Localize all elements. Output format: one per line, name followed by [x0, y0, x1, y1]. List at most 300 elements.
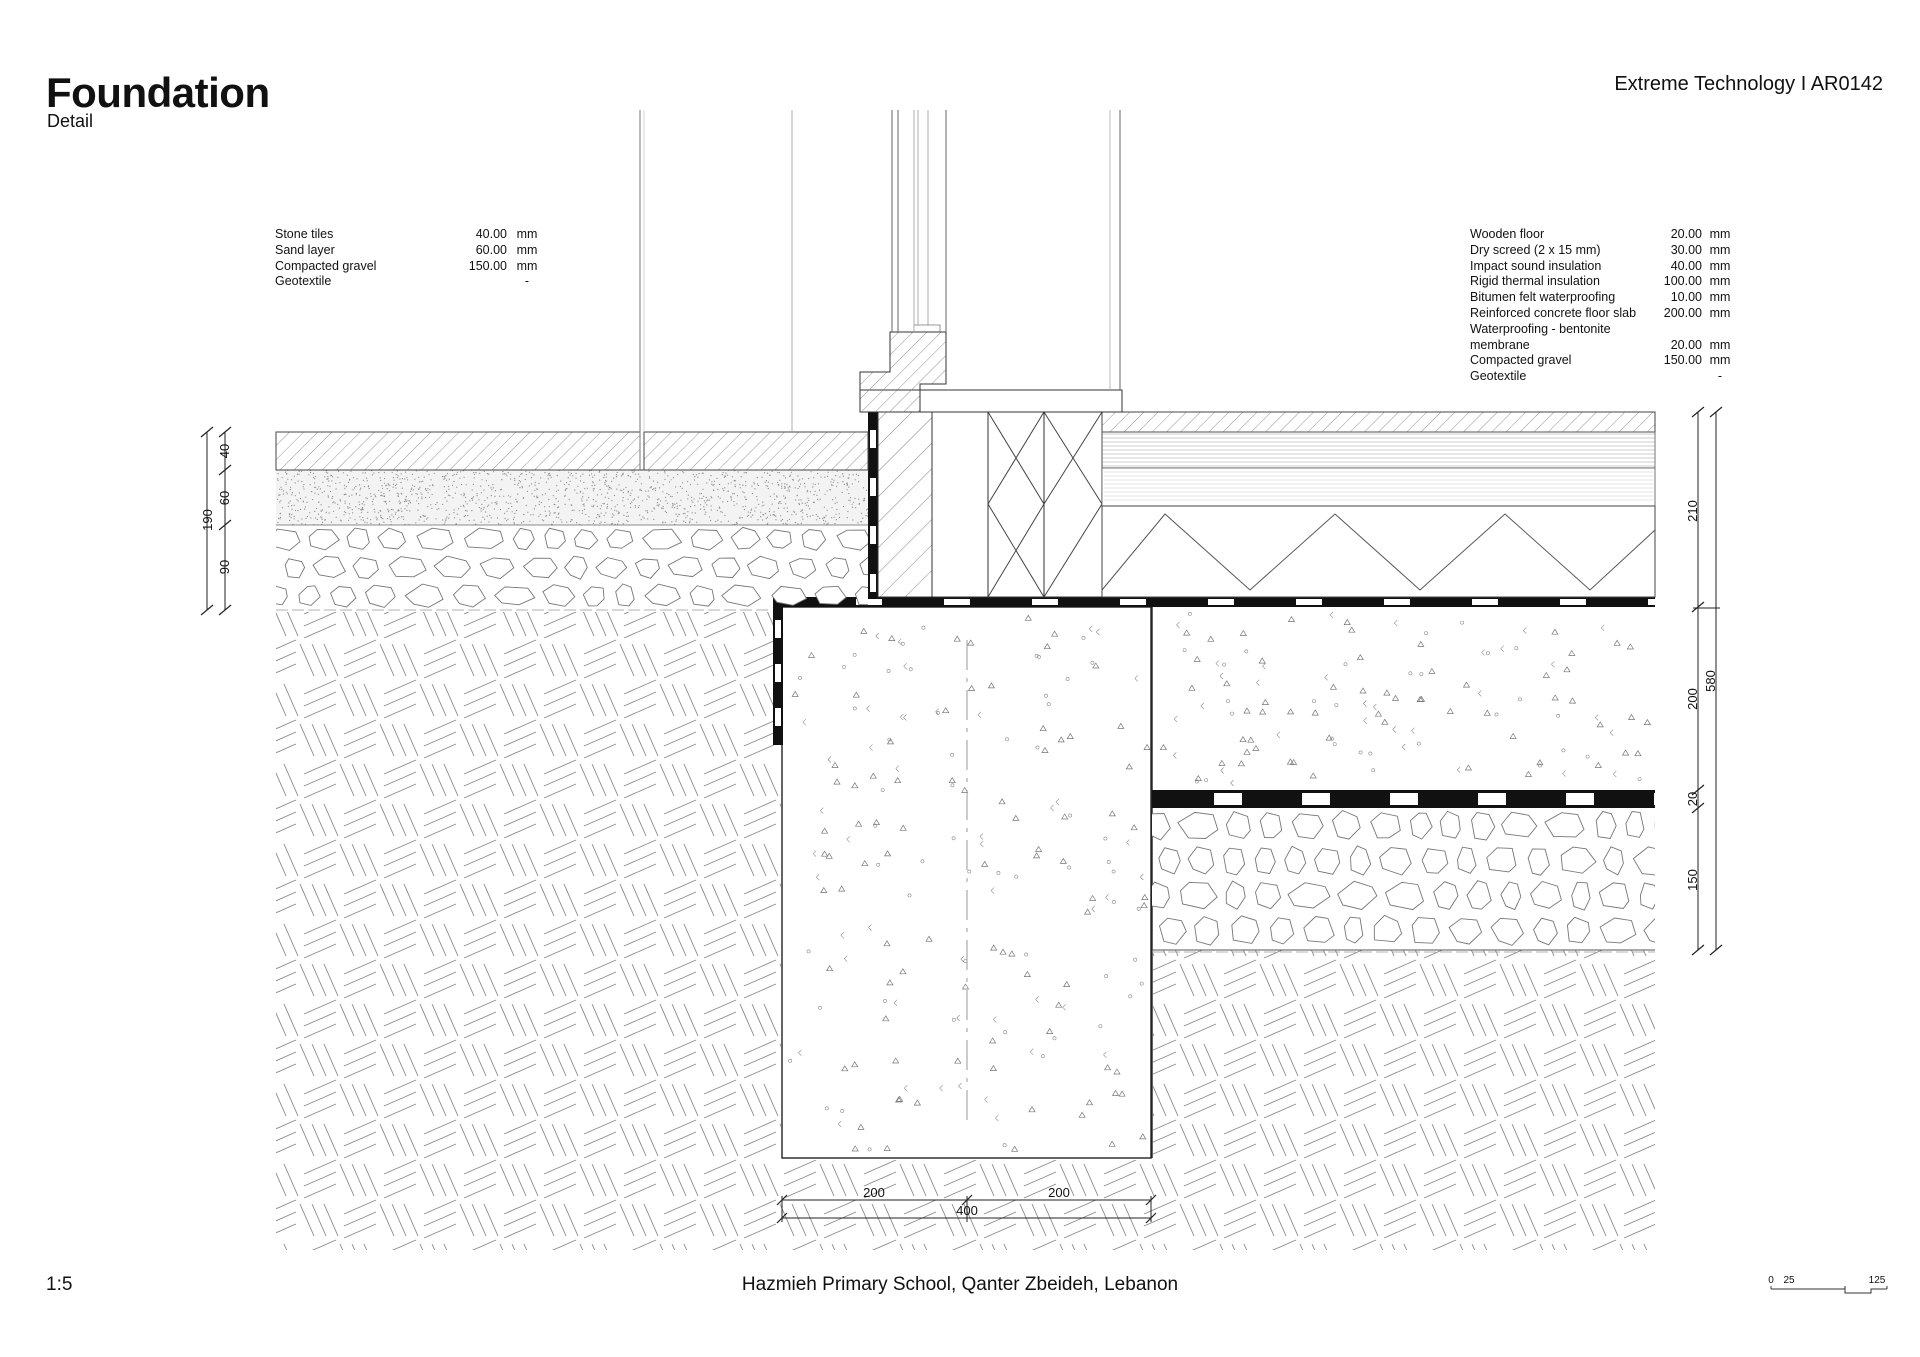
sand-grain — [697, 484, 698, 485]
sand-grain — [826, 524, 827, 525]
soil-hatch-line — [424, 732, 456, 746]
sand-grain — [611, 488, 612, 489]
sand-grain — [837, 482, 838, 483]
sand-grain — [660, 500, 661, 501]
soil-hatch-line — [604, 1244, 618, 1276]
sand-grain — [299, 471, 300, 472]
sand-grain — [367, 498, 368, 499]
soil-hatch-line — [344, 904, 376, 918]
sand-grain — [677, 506, 678, 507]
soil-hatch-line — [704, 1000, 736, 1014]
sand-grain — [822, 518, 823, 519]
sand-grain — [446, 480, 447, 481]
sand-grain — [828, 472, 829, 473]
soil-hatch-line — [460, 964, 474, 996]
sand-grain — [571, 473, 572, 474]
sand-grain — [843, 476, 844, 477]
sand-grain — [762, 505, 763, 506]
sand-grain — [834, 523, 835, 524]
legend-layer-unit: mm — [1709, 353, 1731, 368]
sand-grain — [529, 472, 530, 473]
sand-grain — [391, 521, 392, 522]
soil-hatch-line — [1620, 1084, 1634, 1116]
soil-hatch-line — [1264, 1000, 1296, 1014]
soil-hatch-line — [284, 604, 298, 636]
sand-grain — [380, 517, 381, 518]
soil-hatch-line — [312, 804, 326, 836]
sand-grain — [623, 492, 624, 493]
sand-grain — [816, 495, 817, 496]
sand-grain — [687, 511, 688, 512]
soil-hatch-line — [1552, 1244, 1566, 1276]
sand-grain — [473, 484, 474, 485]
soil-hatch-line — [304, 1080, 336, 1094]
soil-hatch-line — [1584, 1160, 1616, 1174]
sand-grain — [832, 499, 833, 500]
sand-grain — [427, 506, 428, 507]
soil-hatch-line — [300, 1124, 314, 1156]
soil-hatch-line — [504, 720, 536, 734]
sand-grain — [806, 514, 807, 515]
gravel-stone — [1572, 882, 1590, 910]
soil-hatch-line — [700, 1204, 714, 1236]
sand-grain — [699, 493, 700, 494]
legend-layer-unit: mm — [516, 227, 538, 241]
soil-hatch-line — [504, 640, 536, 654]
soil-hatch-line — [424, 1224, 456, 1238]
sand-grain — [351, 495, 352, 496]
sand-grain — [758, 485, 759, 486]
soil-hatch-line — [264, 652, 296, 666]
sand-grain — [778, 508, 779, 509]
sand-grain — [348, 482, 349, 483]
soil-hatch-line — [544, 772, 576, 786]
soil-hatch-line — [1580, 1044, 1594, 1076]
soil-hatch-line — [1584, 1252, 1616, 1266]
soil-hatch-line — [744, 812, 776, 826]
sand-grain — [291, 514, 292, 515]
soil-hatch-line — [1464, 1052, 1496, 1066]
soil-hatch-line — [1500, 1204, 1514, 1236]
sand-grain — [762, 514, 763, 515]
sand-grain — [751, 516, 752, 517]
soil-hatch-line — [1184, 1000, 1216, 1014]
sand-grain — [409, 500, 410, 501]
sand-grain — [349, 479, 350, 480]
sand-grain — [384, 501, 385, 502]
sand-grain — [488, 485, 489, 486]
sand-grain — [835, 514, 836, 515]
sand-grain — [558, 501, 559, 502]
soil-hatch-line — [1664, 840, 1696, 854]
soil-hatch-line — [584, 1144, 616, 1158]
sand-grain — [387, 509, 388, 510]
soil-hatch-line — [712, 884, 726, 916]
sand-grain — [648, 490, 649, 491]
soil-hatch-line — [564, 964, 578, 996]
sand-grain — [569, 499, 570, 500]
sand-grain — [544, 506, 545, 507]
sand-grain — [808, 500, 809, 501]
sand-grain — [570, 481, 571, 482]
soil-hatch-line — [1684, 644, 1698, 676]
soil-hatch-line — [504, 1200, 536, 1214]
sand-grain — [785, 503, 786, 504]
sand-grain — [843, 506, 844, 507]
sand-grain — [777, 482, 778, 483]
sand-grain — [797, 523, 798, 524]
soil-hatch-line — [564, 644, 578, 676]
soil-hatch-line — [324, 804, 338, 836]
soil-hatch-line — [1404, 1004, 1418, 1036]
gravel-stone — [583, 587, 604, 606]
sand-grain — [484, 519, 485, 520]
sand-grain — [356, 523, 357, 524]
soil-hatch-line — [624, 612, 656, 626]
soil-hatch-line — [1660, 724, 1674, 756]
sand-grain — [496, 501, 497, 502]
soil-hatch-line — [304, 944, 336, 958]
sand-grain — [802, 509, 803, 510]
soil-hatch-line — [1364, 964, 1378, 996]
soil-hatch-line — [752, 764, 766, 796]
soil-hatch-line — [1660, 884, 1674, 916]
sand-grain — [464, 494, 465, 495]
soil-hatch-line — [272, 1084, 286, 1116]
soil-hatch-line — [1504, 1184, 1536, 1198]
sand-grain — [464, 516, 465, 517]
soil-hatch-line — [424, 1200, 456, 1214]
soil-hatch-line — [1304, 1040, 1336, 1054]
sand-grain — [647, 512, 648, 513]
sand-grain — [793, 480, 794, 481]
soil-hatch-line — [1460, 1244, 1474, 1276]
soil-hatch-line — [352, 604, 366, 636]
soil-hatch-line — [744, 1120, 776, 1134]
soil-hatch-line — [632, 644, 646, 676]
sand-grain — [677, 516, 678, 517]
sand-grain — [372, 474, 373, 475]
sand-grain — [277, 480, 278, 481]
sand-grain — [389, 485, 390, 486]
sand-grain — [291, 494, 292, 495]
sand-grain — [449, 495, 450, 496]
sand-grain — [810, 516, 811, 517]
soil-hatch-line — [1464, 984, 1496, 998]
soil-hatch-line — [1464, 1144, 1496, 1158]
sand-grain — [687, 515, 688, 516]
soil-hatch-line — [304, 784, 336, 798]
legend-layer-unit: mm — [1709, 290, 1731, 305]
sand-grain — [290, 487, 291, 488]
sand-grain — [815, 491, 816, 492]
sand-grain — [866, 509, 867, 510]
sand-grain — [766, 518, 767, 519]
sand-grain — [480, 486, 481, 487]
sand-grain — [280, 500, 281, 501]
soil-hatch-line — [660, 604, 674, 636]
sand-grain — [416, 500, 417, 501]
sand-grain — [626, 516, 627, 517]
soil-hatch-line — [1672, 1204, 1686, 1236]
soil-hatch-line — [1300, 1084, 1314, 1116]
sand-grain — [811, 471, 812, 472]
sand-grain — [694, 479, 695, 480]
sand-grain — [378, 472, 379, 473]
sand-grain — [466, 484, 467, 485]
sand-grain — [739, 517, 740, 518]
legend-layer-thickness: 10.00 — [1670, 290, 1702, 305]
sand-grain — [859, 503, 860, 504]
soil-hatch-line — [724, 644, 738, 676]
sand-grain — [754, 488, 755, 489]
soil-hatch-line — [544, 1012, 576, 1026]
sand-grain — [663, 508, 664, 509]
sand-grain — [487, 473, 488, 474]
sand-grain — [305, 518, 306, 519]
sand-grain — [747, 516, 748, 517]
soil-hatch-line — [784, 1172, 816, 1186]
soil-hatch-line — [420, 1004, 434, 1036]
soil-hatch-line — [424, 904, 456, 918]
drawing-subtitle: Detail — [47, 111, 94, 131]
soil-hatch-line — [944, 1160, 976, 1174]
soil-hatch-line — [384, 1252, 416, 1266]
gravel-stone — [353, 558, 378, 579]
sand-grain — [827, 510, 828, 511]
soil-hatch-line — [1472, 1164, 1486, 1196]
soil-hatch-line — [420, 924, 434, 956]
soil-hatch-line — [264, 1212, 296, 1226]
soil-hatch-line — [384, 680, 416, 694]
sand-grain — [796, 514, 797, 515]
soil-hatch-line — [664, 732, 696, 746]
soil-hatch-line — [704, 1252, 736, 1266]
sand-grain — [624, 505, 625, 506]
sand-grain — [410, 491, 411, 492]
sand-grain — [453, 512, 454, 513]
sand-grain — [744, 472, 745, 473]
dim-footing-total: 400 — [956, 1203, 978, 1218]
sand-grain — [606, 481, 607, 482]
sand-grain — [442, 504, 443, 505]
gravel-stone — [331, 587, 356, 608]
sand-grain — [618, 521, 619, 522]
sand-grain — [297, 510, 298, 511]
sand-grain — [456, 474, 457, 475]
gravel-stone — [747, 556, 778, 578]
sand-grain — [289, 516, 290, 517]
soil-hatch-line — [704, 1080, 736, 1094]
soil-hatch-line — [1104, 1172, 1136, 1186]
sand-grain — [313, 473, 314, 474]
sand-grain — [389, 501, 390, 502]
sand-grain — [504, 513, 505, 514]
sand-grain — [415, 522, 416, 523]
sand-grain — [642, 500, 643, 501]
soil-hatch-line — [1580, 964, 1594, 996]
soil-hatch-line — [1004, 1164, 1018, 1196]
soil-hatch-line — [1484, 1164, 1498, 1196]
sand-grain — [669, 481, 670, 482]
sand-grain — [497, 517, 498, 518]
membrane-gap — [1478, 793, 1506, 805]
sand-grain — [593, 506, 594, 507]
sand-grain — [591, 473, 592, 474]
sand-grain — [593, 523, 594, 524]
soil-hatch-line — [1444, 1124, 1458, 1156]
soil-hatch-line — [1660, 644, 1674, 676]
gravel-stone — [1655, 813, 1672, 841]
sand-grain — [754, 510, 755, 511]
soil-hatch-line — [660, 684, 674, 716]
soil-hatch-line — [1464, 1064, 1496, 1078]
soil-hatch-line — [684, 604, 698, 636]
sand-grain — [674, 504, 675, 505]
sand-grain — [501, 479, 502, 480]
soil-hatch-line — [384, 612, 416, 626]
sand-grain — [549, 511, 550, 512]
sand-grain — [781, 486, 782, 487]
soil-hatch-line — [424, 972, 456, 986]
sand-grain — [622, 500, 623, 501]
sand-grain — [736, 522, 737, 523]
soil-hatch-line — [424, 812, 456, 826]
sand-grain — [760, 516, 761, 517]
gravel-stone — [271, 586, 288, 605]
sand-grain — [280, 513, 281, 514]
sand-grain — [353, 477, 354, 478]
sand-grain — [347, 475, 348, 476]
sand-grain — [572, 475, 573, 476]
soil-hatch-line — [552, 804, 566, 836]
sand-grain — [337, 477, 338, 478]
sand-grain — [757, 519, 758, 520]
soil-hatch-line — [1672, 724, 1686, 756]
soil-hatch-line — [304, 1104, 336, 1118]
sand-grain — [322, 492, 323, 493]
sand-grain — [673, 504, 674, 505]
sand-grain — [473, 472, 474, 473]
sand-grain — [505, 474, 506, 475]
sand-grain — [621, 490, 622, 491]
sand-grain — [288, 502, 289, 503]
waterproofing-gap — [870, 430, 876, 448]
sand-grain — [613, 478, 614, 479]
sand-grain — [376, 519, 377, 520]
sand-grain — [583, 493, 584, 494]
sand-grain — [755, 507, 756, 508]
soil-hatch-line — [504, 652, 536, 666]
soil-hatch-line — [524, 764, 538, 796]
soil-hatch-line — [504, 664, 536, 678]
sand-grain — [291, 517, 292, 518]
sand-grain — [421, 496, 422, 497]
sand-grain — [582, 510, 583, 511]
sand-grain — [652, 489, 653, 490]
soil-hatch-line — [1504, 1080, 1536, 1094]
sand-grain — [808, 505, 809, 506]
sand-grain — [780, 503, 781, 504]
sand-grain — [666, 512, 667, 513]
gravel-stone — [1260, 813, 1282, 838]
sand-grain — [418, 503, 419, 504]
sand-grain — [391, 509, 392, 510]
soil-hatch-line — [404, 964, 418, 996]
sand-grain — [512, 511, 513, 512]
sand-grain — [582, 496, 583, 497]
sand-grain — [691, 497, 692, 498]
soil-hatch-line — [424, 744, 456, 758]
soil-hatch-line — [544, 1252, 576, 1266]
soil-hatch-line — [584, 1052, 616, 1066]
sand-grain — [651, 486, 652, 487]
sand-grain — [316, 508, 317, 509]
soil-hatch-line — [704, 772, 736, 786]
soil-hatch-line — [1260, 1204, 1274, 1236]
sand-grain — [372, 501, 373, 502]
soil-hatch-line — [504, 904, 536, 918]
soil-hatch-line — [752, 844, 766, 876]
soil-hatch-line — [820, 1244, 834, 1276]
soil-hatch-line — [1424, 1172, 1456, 1186]
gravel-stone — [565, 556, 588, 579]
soil-hatch-line — [1204, 964, 1218, 996]
sand-grain — [398, 517, 399, 518]
sand-grain — [618, 513, 619, 514]
sand-grain — [848, 493, 849, 494]
soil-hatch-line — [1684, 724, 1698, 756]
soil-hatch-line — [1432, 1204, 1446, 1236]
soil-hatch-line — [1564, 1004, 1578, 1036]
sand-grain — [475, 472, 476, 473]
sand-grain — [866, 490, 867, 491]
soil-hatch-line — [1304, 1052, 1336, 1066]
sand-grain — [506, 502, 507, 503]
sand-grain — [616, 476, 617, 477]
sand-grain — [616, 489, 617, 490]
soil-hatch-line — [752, 1164, 766, 1196]
sand-grain — [722, 488, 723, 489]
soil-hatch-line — [1224, 1200, 1256, 1214]
soil-hatch-line — [424, 960, 456, 974]
soil-hatch-line — [704, 864, 736, 878]
soil-hatch-line — [1632, 1164, 1646, 1196]
sand-grain — [373, 499, 374, 500]
sand-grain — [765, 513, 766, 514]
soil-hatch-line — [424, 824, 456, 838]
sand-grain — [791, 514, 792, 515]
sand-grain — [391, 514, 392, 515]
sand-grain — [396, 474, 397, 475]
sand-grain — [443, 476, 444, 477]
soil-hatch-line — [1224, 1132, 1256, 1146]
sand-grain — [508, 495, 509, 496]
soil-hatch-line — [500, 924, 514, 956]
soil-hatch-line — [1024, 1240, 1056, 1254]
sand-grain — [446, 516, 447, 517]
sand-grain — [506, 520, 507, 521]
sand-grain — [835, 497, 836, 498]
soil-hatch-line — [1512, 1204, 1526, 1236]
sand-grain — [560, 481, 561, 482]
sand-grain — [780, 515, 781, 516]
sand-grain — [336, 517, 337, 518]
sand-grain — [623, 489, 624, 490]
sand-grain — [813, 502, 814, 503]
soil-hatch-line — [524, 844, 538, 876]
membrane-gap — [1302, 793, 1330, 805]
